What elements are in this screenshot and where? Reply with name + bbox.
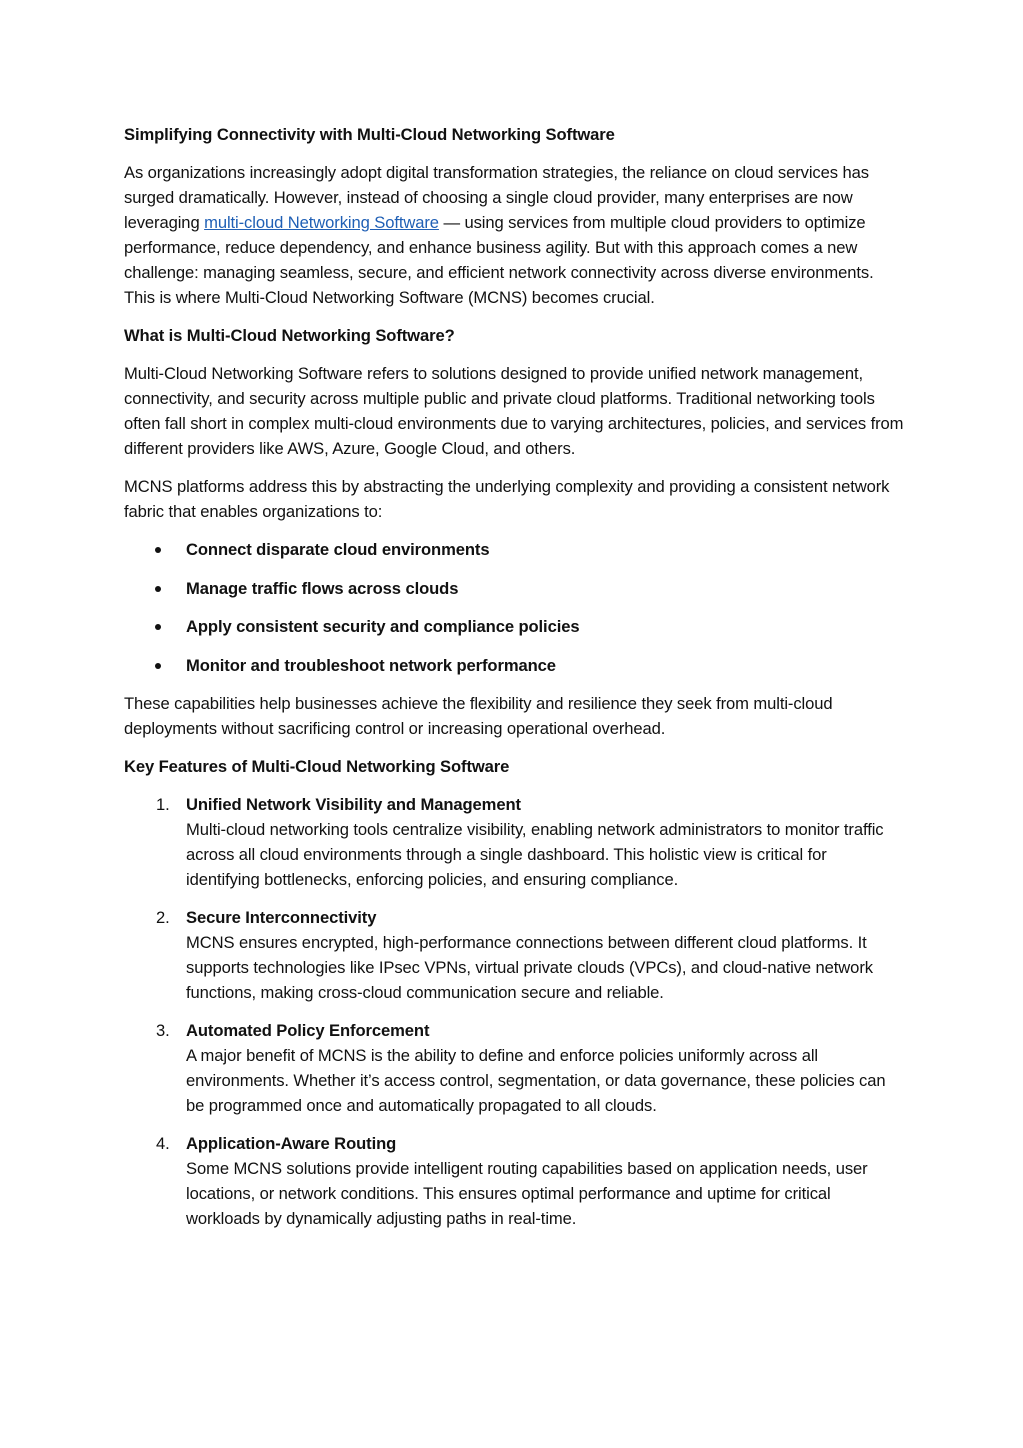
what-is-paragraph-1: Multi-Cloud Networking Software refers to solutions designed to provide unified network management, connectivity, and security across multiple public and private cloud platforms. Traditional networking tools often fall short in complex multi-cloud environments due to varying architectures, policies, and services from different providers like AWS, Azure, Google Cloud, and others. <box>124 364 904 458</box>
capabilities-bullet-list <box>124 537 904 678</box>
feature-description: Some MCNS solutions provide intelligent routing capabilities based on application needs, user locations, or network conditions. This ensures optimal performance and uptime for critical workloads by dynamically adjusting paths in real-time. <box>186 1159 868 1229</box>
document-page <box>124 122 904 1244</box>
bullet-item <box>124 537 904 562</box>
what-is-paragraph-2: MCNS platforms address this by abstracting the underlying complexity and providing a consistent network fabric that enables organizations to: <box>124 477 890 521</box>
document-title: Simplifying Connectivity with Multi-Cloud Networking Software <box>124 125 615 144</box>
bullet-text: Connect disparate cloud environments <box>186 540 490 559</box>
intro-text-before-link: As organizations increasingly adopt digital transformation strategies, the reliance on cloud services has surged dramatically. However, instead of choosing a single cloud provider, many enterprises are now leveraging <box>124 163 869 232</box>
intro-paragraph <box>124 160 904 310</box>
feature-description: A major benefit of MCNS is the ability to define and enforce policies uniformly across all environments. Whether it’s access control, segmentation, or data governance, these policies can be programmed once and automatically propagated to all clouds. <box>186 1046 886 1116</box>
feature-item <box>124 1018 904 1118</box>
feature-item <box>124 792 904 892</box>
intro-text-after-link: — using services from multiple cloud providers to optimize performance, reduce dependency, and enhance business agility. But with this approach comes a new challenge: managing seamless, secure, and efficient network connectivity across diverse environments. This is where Multi-Cloud Networking Software (MCNS) becomes crucial. <box>124 213 874 307</box>
bullet-icon <box>155 547 161 553</box>
feature-title: Unified Network Visibility and Management <box>186 795 521 815</box>
bullet-text: Monitor and troubleshoot network performance <box>186 656 556 676</box>
bullet-item <box>124 576 904 601</box>
feature-number: 4. <box>156 1134 170 1154</box>
key-features-heading: Key Features of Multi-Cloud Networking Software <box>124 757 510 777</box>
feature-title: Application-Aware Routing <box>186 1134 397 1154</box>
feature-title: Automated Policy Enforcement <box>186 1021 430 1041</box>
bullet-item <box>124 653 904 678</box>
feature-item <box>124 905 904 1005</box>
feature-item <box>124 1131 904 1231</box>
bullet-item <box>124 614 904 639</box>
feature-description: MCNS ensures encrypted, high-performance connections between different cloud platforms. It supports technologies like IPsec VPNs, virtual private clouds (VPCs), and cloud-native network functions, making cross-cloud communication secure and reliable. <box>186 933 873 1003</box>
what-is-heading: What is Multi-Cloud Networking Software? <box>124 326 455 345</box>
bullet-icon <box>155 586 161 592</box>
feature-number: 3. <box>156 1021 170 1041</box>
feature-title: Secure Interconnectivity <box>186 908 377 928</box>
key-features-list <box>124 792 904 1231</box>
bullet-icon <box>155 624 161 630</box>
capabilities-paragraph: These capabilities help businesses achieve the flexibility and resilience they seek from multi-cloud deployments without sacrificing control or increasing operational overhead. <box>124 694 833 739</box>
feature-number: 1. <box>156 795 170 815</box>
bullet-icon <box>155 663 161 669</box>
feature-number: 2. <box>156 908 170 928</box>
bullet-text: Apply consistent security and compliance policies <box>186 617 580 637</box>
multi-cloud-networking-link[interactable]: multi-cloud Networking Software <box>204 213 439 232</box>
feature-description: Multi-cloud networking tools centralize visibility, enabling network administrators to monitor traffic across all cloud environments through a single dashboard. This holistic view is critical for identifying bottlenecks, enforcing policies, and ensuring compliance. <box>186 820 884 890</box>
bullet-text: Manage traffic flows across clouds <box>186 578 459 598</box>
